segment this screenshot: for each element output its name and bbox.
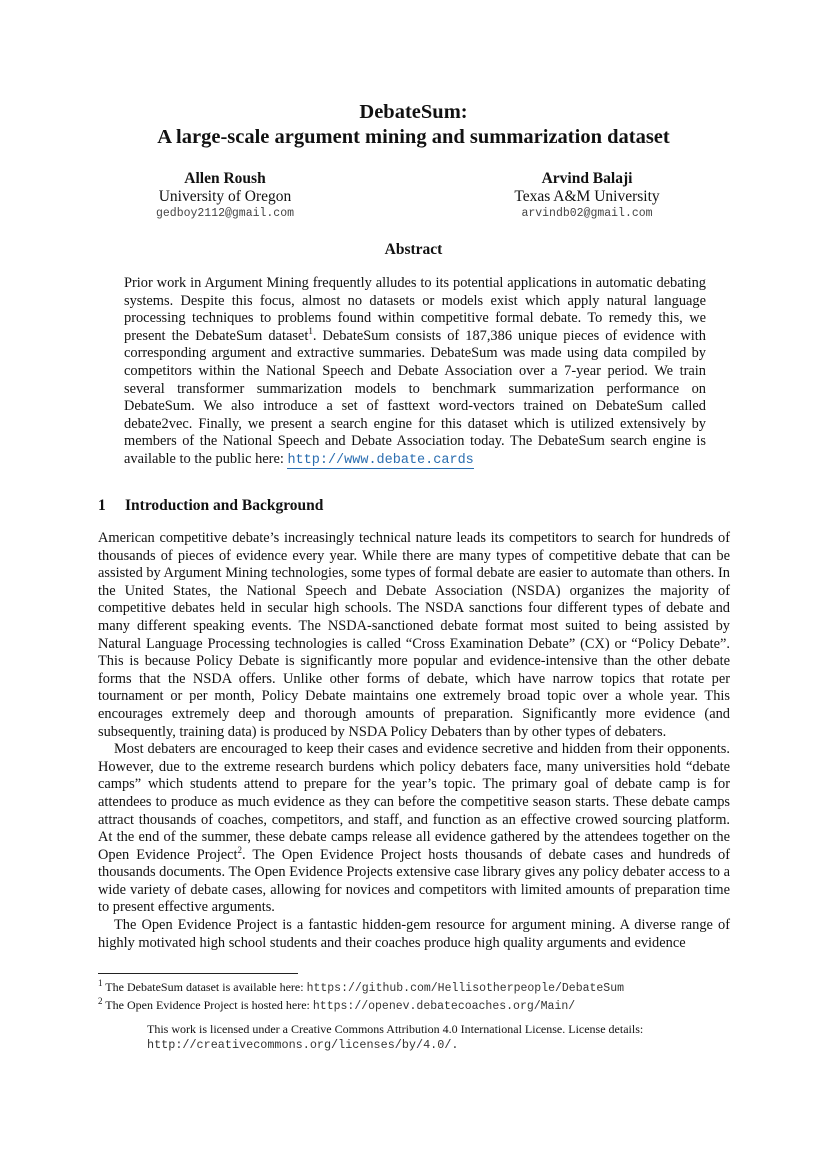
author-email: gedboy2112@gmail.com	[155, 207, 295, 220]
footnote-number: 2	[98, 996, 103, 1006]
author-email: arvindb02@gmail.com	[521, 207, 653, 220]
footnote-marker[interactable]: 2	[237, 844, 243, 855]
author-block	[105, 170, 345, 222]
paper-title	[0, 100, 827, 150]
paragraph-text: Most debaters are encouraged to keep their cases and evidence secretive and hidden from their opponents. However, due to the extreme research burdens which policy debaters face, many universities hold “debate camps” which students attend to prepare for the year’s topic. The primary goal of debate camp is for attendees to produce as much evidence as they can before the competitive season starts. These debate camps attract thousands of coaches, competitors, and staff, and function as an effective crowed sourcing platform. At the end of the summer, these debate camps release all evidence gathered by the attendees together on the Open Evidence Project	[98, 741, 730, 863]
title-line-1: DebateSum:	[359, 101, 468, 123]
paragraph: The Open Evidence Project is a fantastic hidden-gem resource for argument mining. A diverse range of highly motivated high school students and their coaches produce high quality arguments and evidence	[98, 917, 730, 951]
footnote-number: 1	[98, 978, 103, 988]
paragraph	[98, 741, 730, 917]
author-affiliation: University of Oregon	[158, 188, 292, 205]
abstract-heading: Abstract	[384, 241, 443, 258]
paragraph: American competitive debate’s increasingly technical nature leads its competitors to search for hundreds of thousands of pieces of evidence every year. While there are many types of competitive debate that can be assisted by Argument Mining technologies, some types of formal debate are easier to automate than others. In the United States, the National Speech and Debate Association (NSDA) organizes the majority of competitive debates held in secular high schools. The NSDA sanctions four different types of debate and many different speaking events. The NSDA-sanctioned debate format most suited to being assisted by Natural Language Processing technologies is called “Cross Examination Debate” (CX) or “Policy Debate”. This is because Policy Debate is significantly more popular and evidence-intensive than the other debate forms that the NSDA offers. Unlike other forms of debate, which have narrow topics that rotate per tournament or per month, Policy Debate maintains one extremely broad topic over a whole year. This encourages extremely deep and thorough amounts of preparation. Significantly more evidence (and subsequently, training data) is produced by NSDA Policy Debaters than by other types of debaters.	[98, 530, 730, 740]
footnote	[98, 997, 624, 1015]
footnote-divider	[98, 973, 298, 974]
author-name: Allen Roush	[184, 170, 266, 187]
author-affiliation: Texas A&M University	[514, 188, 660, 205]
abstract-body	[124, 275, 706, 470]
footnote-text: The DebateSum dataset is available here:	[105, 980, 307, 994]
section-title: Introduction and Background	[125, 497, 324, 514]
section-heading	[98, 497, 323, 515]
section-body	[98, 530, 730, 952]
footnote	[98, 979, 624, 997]
license-notice	[147, 1021, 643, 1053]
search-engine-link[interactable]: http://www.debate.cards	[287, 452, 474, 468]
title-line-2: A large-scale argument mining and summarization dataset	[157, 126, 670, 148]
abstract-text: . DebateSum consists of 187,386 unique pieces of evidence with corresponding argument and extractive summaries. DebateSum was made using data compiled by competitors within the National Speech and Debate Association over a 7-year period. We train several transformer summarization models to benchmark summarization performance on DebateSum. We also introduce a set of fasttext word-vectors trained on DebateSum called debate2vec. Finally, we present a search engine for this dataset which is utilized extensively by members of the National Speech and Debate Association today. The DebateSum search engine is available to the public here:	[124, 327, 706, 467]
abstract-text: Prior work in Argument Mining frequently alludes to its potential applications in automatic debating systems. Despite this focus, almost no datasets or models exist which apply natural language processing techniques to problems found within competitive formal debate. To remedy this, we present the DebateSum dataset	[124, 275, 706, 344]
section-number: 1	[98, 497, 106, 514]
dataset-url-link[interactable]: https://github.com/Hellisotherpeople/DebateSum	[306, 982, 625, 995]
footnote-marker[interactable]: 1	[308, 325, 313, 336]
author-block	[467, 170, 707, 222]
license-url-link[interactable]: http://creativecommons.org/licenses/by/4.0/.	[147, 1038, 459, 1052]
footnotes	[98, 979, 624, 1015]
author-name: Arvind Balaji	[541, 170, 633, 187]
paragraph-text: . The Open Evidence Project hosts thousands of debate cases and hundreds of thousands documents. The Open Evidence Projects extensive case library gives any policy debater access to a wide variety of debate cases, allowing for novices and competitors with limited amounts of preparation time to present effective arguments.	[98, 846, 730, 916]
footnote-text: The Open Evidence Project is hosted here:	[105, 998, 313, 1012]
openev-url-link[interactable]: https://openev.debatecoaches.org/Main/	[312, 1000, 576, 1013]
license-text: This work is licensed under a Creative Commons Attribution 4.0 International License. License details:	[147, 1022, 644, 1036]
